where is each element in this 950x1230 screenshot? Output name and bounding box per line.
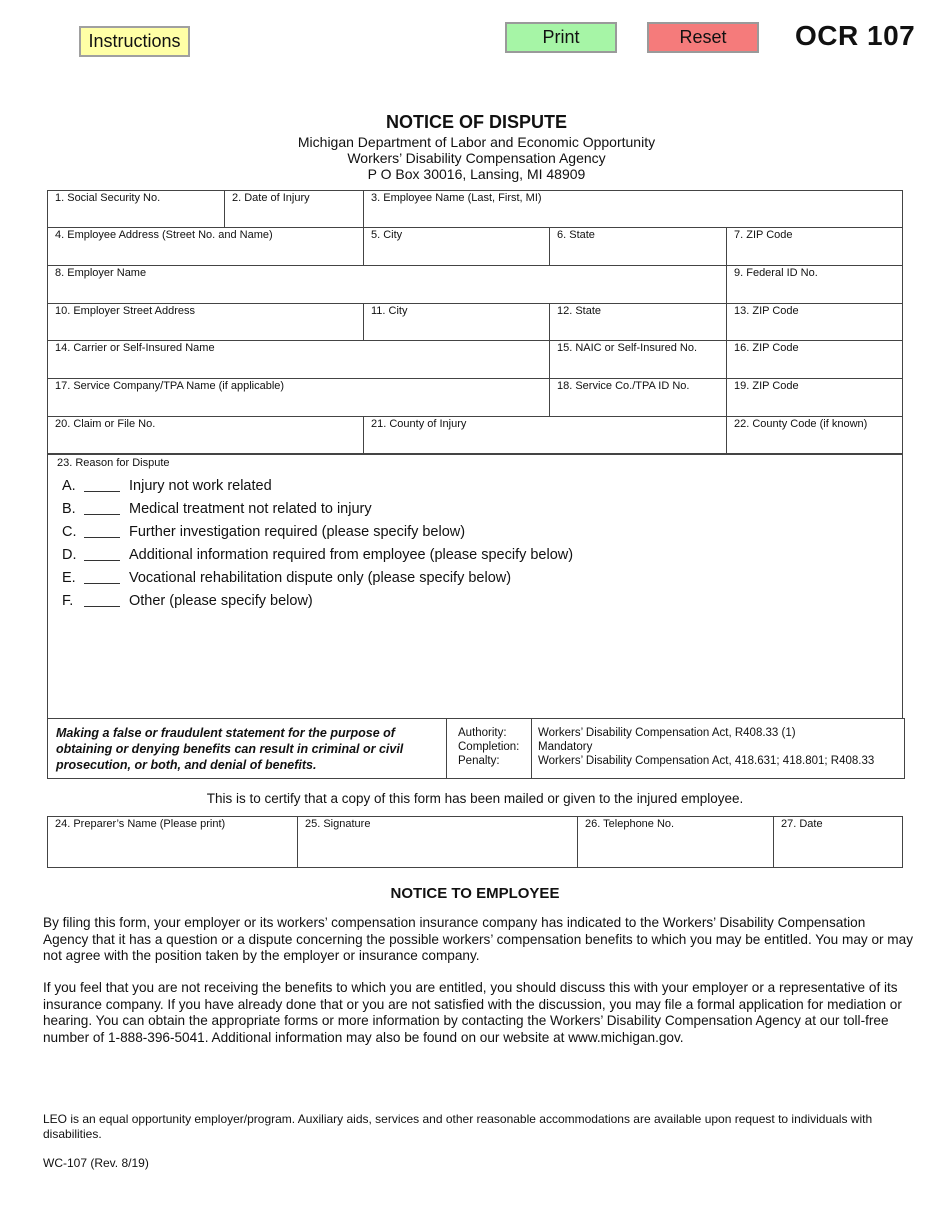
reason-option-e <box>62 569 511 586</box>
carrier-zip-field[interactable] <box>726 340 903 378</box>
date-field[interactable] <box>773 816 903 868</box>
option-letter: C. <box>62 524 77 540</box>
service-company-field[interactable] <box>47 378 549 416</box>
form-code: OCR 107 <box>795 20 916 51</box>
option-e-blank[interactable] <box>84 569 120 584</box>
employee-address-field[interactable] <box>47 227 363 265</box>
employee-state-field[interactable] <box>549 227 726 265</box>
reason-title: 23. Reason for Dispute <box>57 457 170 469</box>
employer-street-field[interactable] <box>47 303 363 340</box>
form-revision: WC-107 (Rev. 8/19) <box>43 1156 149 1170</box>
option-letter: B. <box>62 501 76 517</box>
option-letter: F. <box>62 593 74 609</box>
option-text: Other (please specify below) <box>129 593 313 609</box>
completion-label: Completion: <box>458 741 520 753</box>
county-label: 21. County of Injury <box>371 418 467 430</box>
option-text: Additional information required from employee (please specify below) <box>129 547 574 563</box>
carrier-zip-label: 16. ZIP Code <box>734 342 799 354</box>
option-letter: D. <box>62 547 77 563</box>
employee-city-label: 5. City <box>371 229 403 241</box>
employee-name-label: 3. Employee Name (Last, First, MI) <box>371 192 542 204</box>
employee-zip-field[interactable] <box>726 227 903 265</box>
completion-value: Mandatory <box>538 741 593 753</box>
naic-label: 15. NAIC or Self-Insured No. <box>557 342 698 354</box>
date-of-injury-field[interactable] <box>224 190 363 227</box>
preparer-name-field[interactable] <box>47 816 297 868</box>
reason-option-b <box>62 500 372 517</box>
county-code-field[interactable] <box>726 416 903 454</box>
option-b-blank[interactable] <box>84 500 120 515</box>
authority-value: Workers’ Disability Compensation Act, R408.33 (1) <box>538 727 796 739</box>
service-zip-label: 19. ZIP Code <box>734 380 799 392</box>
employee-state-label: 6. State <box>557 229 595 241</box>
ssn-label: 1. Social Security No. <box>55 192 161 204</box>
employee-zip-label: 7. ZIP Code <box>734 229 793 241</box>
agency-address: P O Box 30016, Lansing, MI 48909 <box>367 166 586 182</box>
county-field[interactable] <box>363 416 726 454</box>
fraud-warning: Making a false or fraudulent statement for the purpose of obtaining or denying benefits can result in criminal or civil prosecution, or both, and denial of benefits. <box>47 718 447 779</box>
notice-paragraph-2: If you feel that you are not receiving the benefits to which you are entitled, you should discuss this with your employer or a representative of its insurance company. If you have already done that or you are not satisfied with the discussion, you may file a formal application for mediation or hearing. You can obtain the appropriate forms or more information by contacting the Workers’ Disability Compensation Agency at our toll-free number of 1-888-396-5041. Additional information may also be found on our website at www.michigan.gov. <box>43 980 902 1045</box>
preparer-name-label: 24. Preparer’s Name (Please print) <box>55 818 226 830</box>
employee-name-field[interactable] <box>363 190 903 227</box>
service-company-label: 17. Service Company/TPA Name (if applicable) <box>55 380 285 392</box>
employee-address-label: 4. Employee Address (Street No. and Name) <box>55 229 273 241</box>
employee-city-field[interactable] <box>363 227 549 265</box>
option-text: Vocational rehabilitation dispute only (please specify below) <box>129 570 512 586</box>
naic-field[interactable] <box>549 340 726 378</box>
reason-option-f <box>62 592 313 609</box>
employer-city-field[interactable] <box>363 303 549 340</box>
employer-name-label: 8. Employer Name <box>55 267 147 279</box>
option-a-blank[interactable] <box>84 477 120 492</box>
telephone-field[interactable] <box>577 816 773 868</box>
employer-state-label: 12. State <box>557 305 602 317</box>
date-label: 27. Date <box>781 818 823 830</box>
eeo-statement: LEO is an equal opportunity employer/program. Auxiliary aids, services and other reasonable accommodations are available upon request to individuals with disabilities. <box>43 1112 873 1141</box>
reason-option-c <box>62 523 465 540</box>
agency-name: Workers’ Disability Compensation Agency <box>347 150 606 166</box>
claim-no-label: 20. Claim or File No. <box>55 418 156 430</box>
instructions-button[interactable]: Instructions <box>79 26 190 57</box>
service-id-label: 18. Service Co./TPA ID No. <box>557 380 690 392</box>
date-of-injury-label: 2. Date of Injury <box>232 192 310 204</box>
reason-option-a <box>62 477 272 494</box>
claim-no-field[interactable] <box>47 416 363 454</box>
telephone-label: 26. Telephone No. <box>585 818 675 830</box>
option-f-blank[interactable] <box>84 592 120 607</box>
county-code-label: 22. County Code (if known) <box>734 418 868 430</box>
option-d-blank[interactable] <box>84 546 120 561</box>
signature-label: 25. Signature <box>305 818 371 830</box>
option-text: Medical treatment not related to injury <box>129 501 372 517</box>
certify-statement: This is to certify that a copy of this form has been mailed or given to the injured employee. <box>206 791 744 806</box>
service-zip-field[interactable] <box>726 378 903 416</box>
page-title: NOTICE OF DISPUTE <box>385 112 567 132</box>
signature-field[interactable] <box>297 816 577 868</box>
employer-state-field[interactable] <box>549 303 726 340</box>
reset-button[interactable]: Reset <box>647 22 759 53</box>
authority-label: Authority: <box>458 727 507 739</box>
carrier-name-field[interactable] <box>47 340 549 378</box>
option-text: Injury not work related <box>129 478 272 494</box>
service-id-field[interactable] <box>549 378 726 416</box>
option-text: Further investigation required (please specify below) <box>129 524 466 540</box>
employer-street-label: 10. Employer Street Address <box>55 305 196 317</box>
employer-name-field[interactable] <box>47 265 726 303</box>
notice-title: NOTICE TO EMPLOYEE <box>390 885 560 902</box>
penalty-value: Workers’ Disability Compensation Act, 418.631; 418.801; R408.33 <box>538 755 875 767</box>
option-letter: A. <box>62 478 76 494</box>
penalty-label: Penalty: <box>458 755 500 767</box>
federal-id-label: 9. Federal ID No. <box>734 267 818 279</box>
notice-paragraph-1: By filing this form, your employer or its workers’ compensation insurance company has indicated to the Workers’ Disability Compensation Agency that it has a question or a dispute concerning the possible workers’ compensation benefits to which you may be entitled. You may or may not agree with the position taken by the employer or insurance company. <box>43 915 913 963</box>
department-name: Michigan Department of Labor and Economic Opportunity <box>297 134 656 150</box>
option-letter: E. <box>62 570 76 586</box>
employer-zip-label: 13. ZIP Code <box>734 305 799 317</box>
carrier-name-label: 14. Carrier or Self-Insured Name <box>55 342 215 354</box>
employer-zip-field[interactable] <box>726 303 903 340</box>
option-c-blank[interactable] <box>84 523 120 538</box>
ssn-field[interactable] <box>47 190 224 227</box>
federal-id-field[interactable] <box>726 265 903 303</box>
employer-city-label: 11. City <box>371 305 408 317</box>
print-button[interactable]: Print <box>505 22 617 53</box>
reason-option-d <box>62 546 573 563</box>
